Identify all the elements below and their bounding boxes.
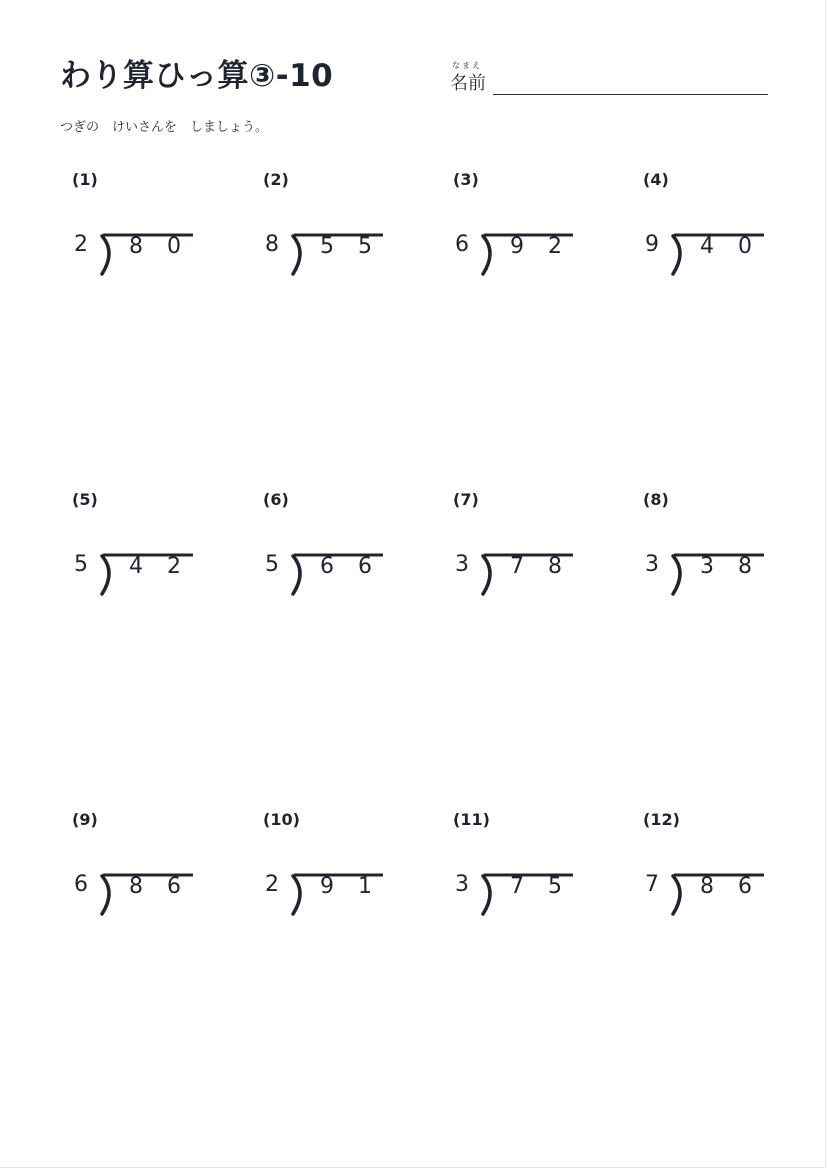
problem-number: (10) xyxy=(263,810,300,829)
divisor: 3 xyxy=(455,552,469,577)
problem-1 xyxy=(72,170,242,290)
dividend-ones: 8 xyxy=(738,554,752,579)
divisor: 5 xyxy=(265,552,279,577)
dividend-ones: 2 xyxy=(548,234,562,259)
problem-number: (9) xyxy=(72,810,98,829)
dividend-tens: 8 xyxy=(129,874,143,899)
dividend-tens: 3 xyxy=(700,554,714,579)
dividend-ones: 5 xyxy=(548,874,562,899)
dividend-ones: 8 xyxy=(548,554,562,579)
dividend-tens: 7 xyxy=(510,554,524,579)
name-ruby: なまえ xyxy=(452,61,482,70)
dividend-ones: 2 xyxy=(167,554,181,579)
problem-number: (4) xyxy=(643,170,669,189)
dividend-ones: 0 xyxy=(738,234,752,259)
problem-number: (8) xyxy=(643,490,669,509)
name-write-line[interactable] xyxy=(493,94,768,95)
divisor: 6 xyxy=(455,232,469,257)
problem-number: (3) xyxy=(453,170,479,189)
problem-4 xyxy=(643,170,813,290)
problem-number: (2) xyxy=(263,170,289,189)
dividend-tens: 7 xyxy=(510,874,524,899)
divisor: 5 xyxy=(74,552,88,577)
problem-number: (6) xyxy=(263,490,289,509)
problem-number: (7) xyxy=(453,490,479,509)
divisor: 2 xyxy=(74,232,88,257)
dividend-tens: 9 xyxy=(510,234,524,259)
divisor: 7 xyxy=(645,872,659,897)
dividend-tens: 6 xyxy=(320,554,334,579)
problem-number: (5) xyxy=(72,490,98,509)
dividend-ones: 6 xyxy=(738,874,752,899)
instruction-text: つぎの けいさんを しましょう。 xyxy=(60,120,269,135)
dividend-ones: 0 xyxy=(167,234,181,259)
problem-7 xyxy=(453,490,623,610)
problem-number: (1) xyxy=(72,170,98,189)
problem-3 xyxy=(453,170,623,290)
problem-2 xyxy=(263,170,433,290)
problem-10 xyxy=(263,810,433,930)
divisor: 6 xyxy=(74,872,88,897)
problem-12 xyxy=(643,810,813,930)
dividend-tens: 5 xyxy=(320,234,334,259)
divisor: 8 xyxy=(265,232,279,257)
dividend-tens: 4 xyxy=(129,554,143,579)
worksheet-title: わり算ひっ算③-10 xyxy=(60,58,334,94)
divisor: 2 xyxy=(265,872,279,897)
problem-number: (12) xyxy=(643,810,680,829)
problem-5 xyxy=(72,490,242,610)
dividend-ones: 6 xyxy=(167,874,181,899)
problem-8 xyxy=(643,490,813,610)
problem-11 xyxy=(453,810,623,930)
dividend-tens: 8 xyxy=(700,874,714,899)
divisor: 3 xyxy=(455,872,469,897)
problem-6 xyxy=(263,490,433,610)
dividend-ones: 5 xyxy=(358,234,372,259)
dividend-tens: 4 xyxy=(700,234,714,259)
divisor: 3 xyxy=(645,552,659,577)
dividend-tens: 9 xyxy=(320,874,334,899)
dividend-tens: 8 xyxy=(129,234,143,259)
dividend-ones: 1 xyxy=(358,874,372,899)
divisor: 9 xyxy=(645,232,659,257)
problem-9 xyxy=(72,810,242,930)
dividend-ones: 6 xyxy=(358,554,372,579)
name-label: 名前 xyxy=(450,73,486,94)
problem-number: (11) xyxy=(453,810,490,829)
